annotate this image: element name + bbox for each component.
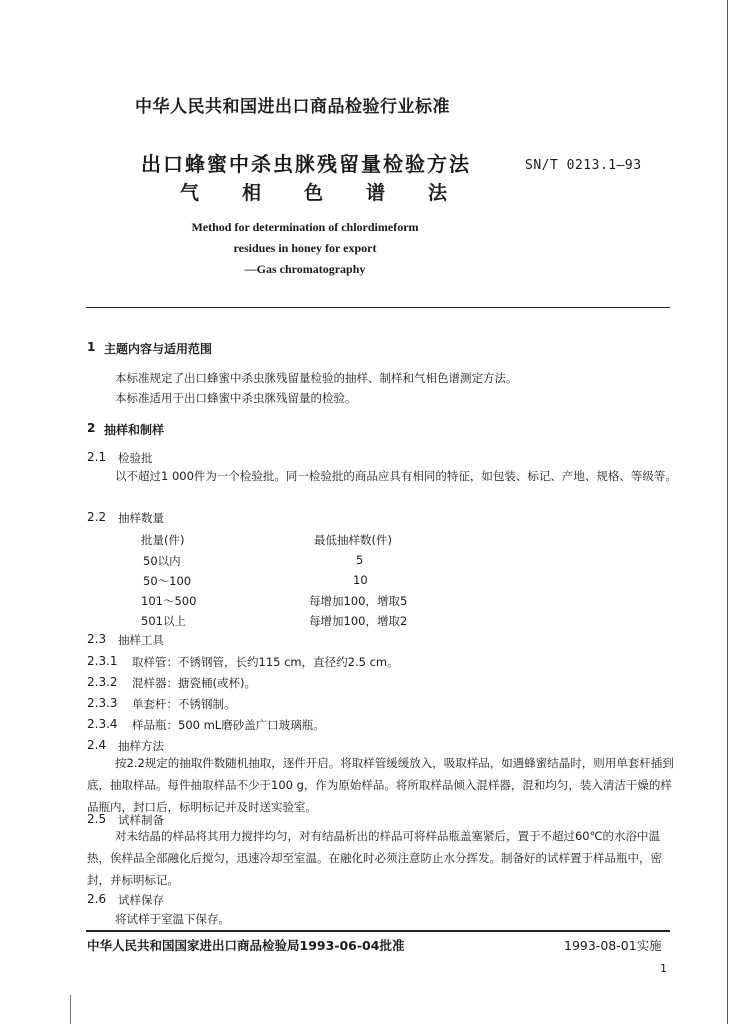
table-header: 批量(件) (141, 533, 185, 547)
document-subtitle-cn (180, 178, 490, 205)
subsection-number: 2.6 (87, 892, 107, 906)
table-cell: 101～500 (141, 594, 197, 608)
paragraph: 本标准适用于出口蜂蜜中杀虫脒残留量的检验。 (115, 391, 357, 405)
item-number: 2.3.1 (87, 654, 118, 668)
table-cell: 每增加100，增取5 (309, 594, 408, 608)
table-cell: 501以上 (141, 614, 186, 628)
header-divider (86, 307, 670, 308)
implementation-date: 1993-08-01实施 (564, 938, 662, 953)
subsection-number: 2.1 (87, 450, 107, 464)
document-title-en-line: residues in honey for export (233, 241, 377, 255)
table-cell: 50以内 (143, 554, 181, 568)
page-number: 1 (660, 962, 667, 975)
item-text: 混样器：搪瓷桶(或杯)。 (132, 676, 256, 690)
table-cell: 50～100 (143, 574, 192, 588)
subsection-title: 抽样工具 (118, 633, 164, 647)
table-cell: 每增加100，增取2 (309, 614, 408, 628)
document-title-cn: 出口蜂蜜中杀虫脒残留量检验方法 (141, 152, 471, 176)
section-title: 抽样和制样 (104, 423, 165, 437)
item-number: 2.3.3 (87, 696, 118, 710)
subsection-number: 2.2 (87, 510, 107, 524)
document-title-en-line: Method for determination of chlordimeform (191, 220, 419, 234)
table-header: 最低抽样数(件) (314, 533, 392, 547)
subsection-title: 抽样数量 (118, 511, 164, 525)
scan-edge-mark (70, 995, 71, 1024)
subsection-title: 检验批 (118, 451, 153, 465)
subtitle-char: 法 (428, 182, 448, 204)
subsection-title: 试样制备 (118, 813, 164, 827)
section-title: 主题内容与适用范围 (104, 342, 213, 356)
section-number: 2 (87, 421, 96, 435)
document-title-en-line: —Gas chromatography (244, 262, 366, 276)
paragraph: 对未结晶的样品将其用力搅拌均匀，对有结晶析出的样品可将样品瓶盖塞紧后，置于不超过60℃的水浴中温热，俟样品全部融化后搅匀，迅速冷却至室温。在融化时必须注意防止水分挥发。制备好的试样置于样品瓶中，密封，并标明标记。 (87, 829, 662, 887)
paragraph: 以不超过1 000件为一个检验批。同一检验批的商品应具有相同的特征，如包装、标记、产地、规格、等级等。 (115, 469, 677, 483)
subtitle-char: 相 (242, 182, 262, 204)
subtitle-char: 气 (180, 182, 200, 204)
subsection-title: 抽样方法 (118, 739, 164, 753)
paragraph: 本标准规定了出口蜂蜜中杀虫脒残留量检验的抽样、制样和气相色谱测定方法。 (115, 371, 518, 385)
item-number: 2.3.4 (87, 717, 118, 731)
table-cell: 10 (353, 573, 368, 587)
subsection-title: 试样保存 (118, 893, 164, 907)
subsection-number: 2.5 (87, 812, 107, 826)
paragraph: 将试样于室温下保存。 (115, 912, 230, 926)
paragraph: 按2.2规定的抽取件数随机抽取，逐件开启。将取样管缓缓放入，吸取样品，如遇蜂蜜结晶时，则用单套杆插到底，抽取样品。每件抽取样品不少于100 g，作为原始样品。将所取样品倾入混样器，混和均匀，装入清洁干燥的样品瓶内，封口后，标明标记并及时送实验室。 (87, 756, 674, 814)
item-text: 样品瓶：500 mL磨砂盖广口玻璃瓶。 (132, 718, 325, 732)
subsection-number: 2.4 (87, 738, 107, 752)
subtitle-char: 谱 (366, 182, 386, 204)
item-text: 取样管：不锈钢管，长约115 cm，直径约2.5 cm。 (132, 655, 399, 669)
section-number: 1 (87, 340, 96, 354)
issuing-organization: 中华人民共和国进出口商品检验行业标准 (135, 97, 450, 117)
table-cell: 5 (356, 553, 364, 567)
scan-edge-line (727, 0, 728, 1024)
item-number: 2.3.2 (87, 675, 118, 689)
item-text: 单套杆：不锈钢制。 (132, 697, 236, 711)
standard-code: SN/T 0213.1—93 (525, 158, 642, 173)
subsection-number: 2.3 (87, 632, 107, 646)
footer-divider (86, 930, 670, 932)
approval-line: 中华人民共和国国家进出口商品检验局1993-06-04批准 (87, 938, 405, 953)
subtitle-char: 色 (304, 182, 324, 204)
